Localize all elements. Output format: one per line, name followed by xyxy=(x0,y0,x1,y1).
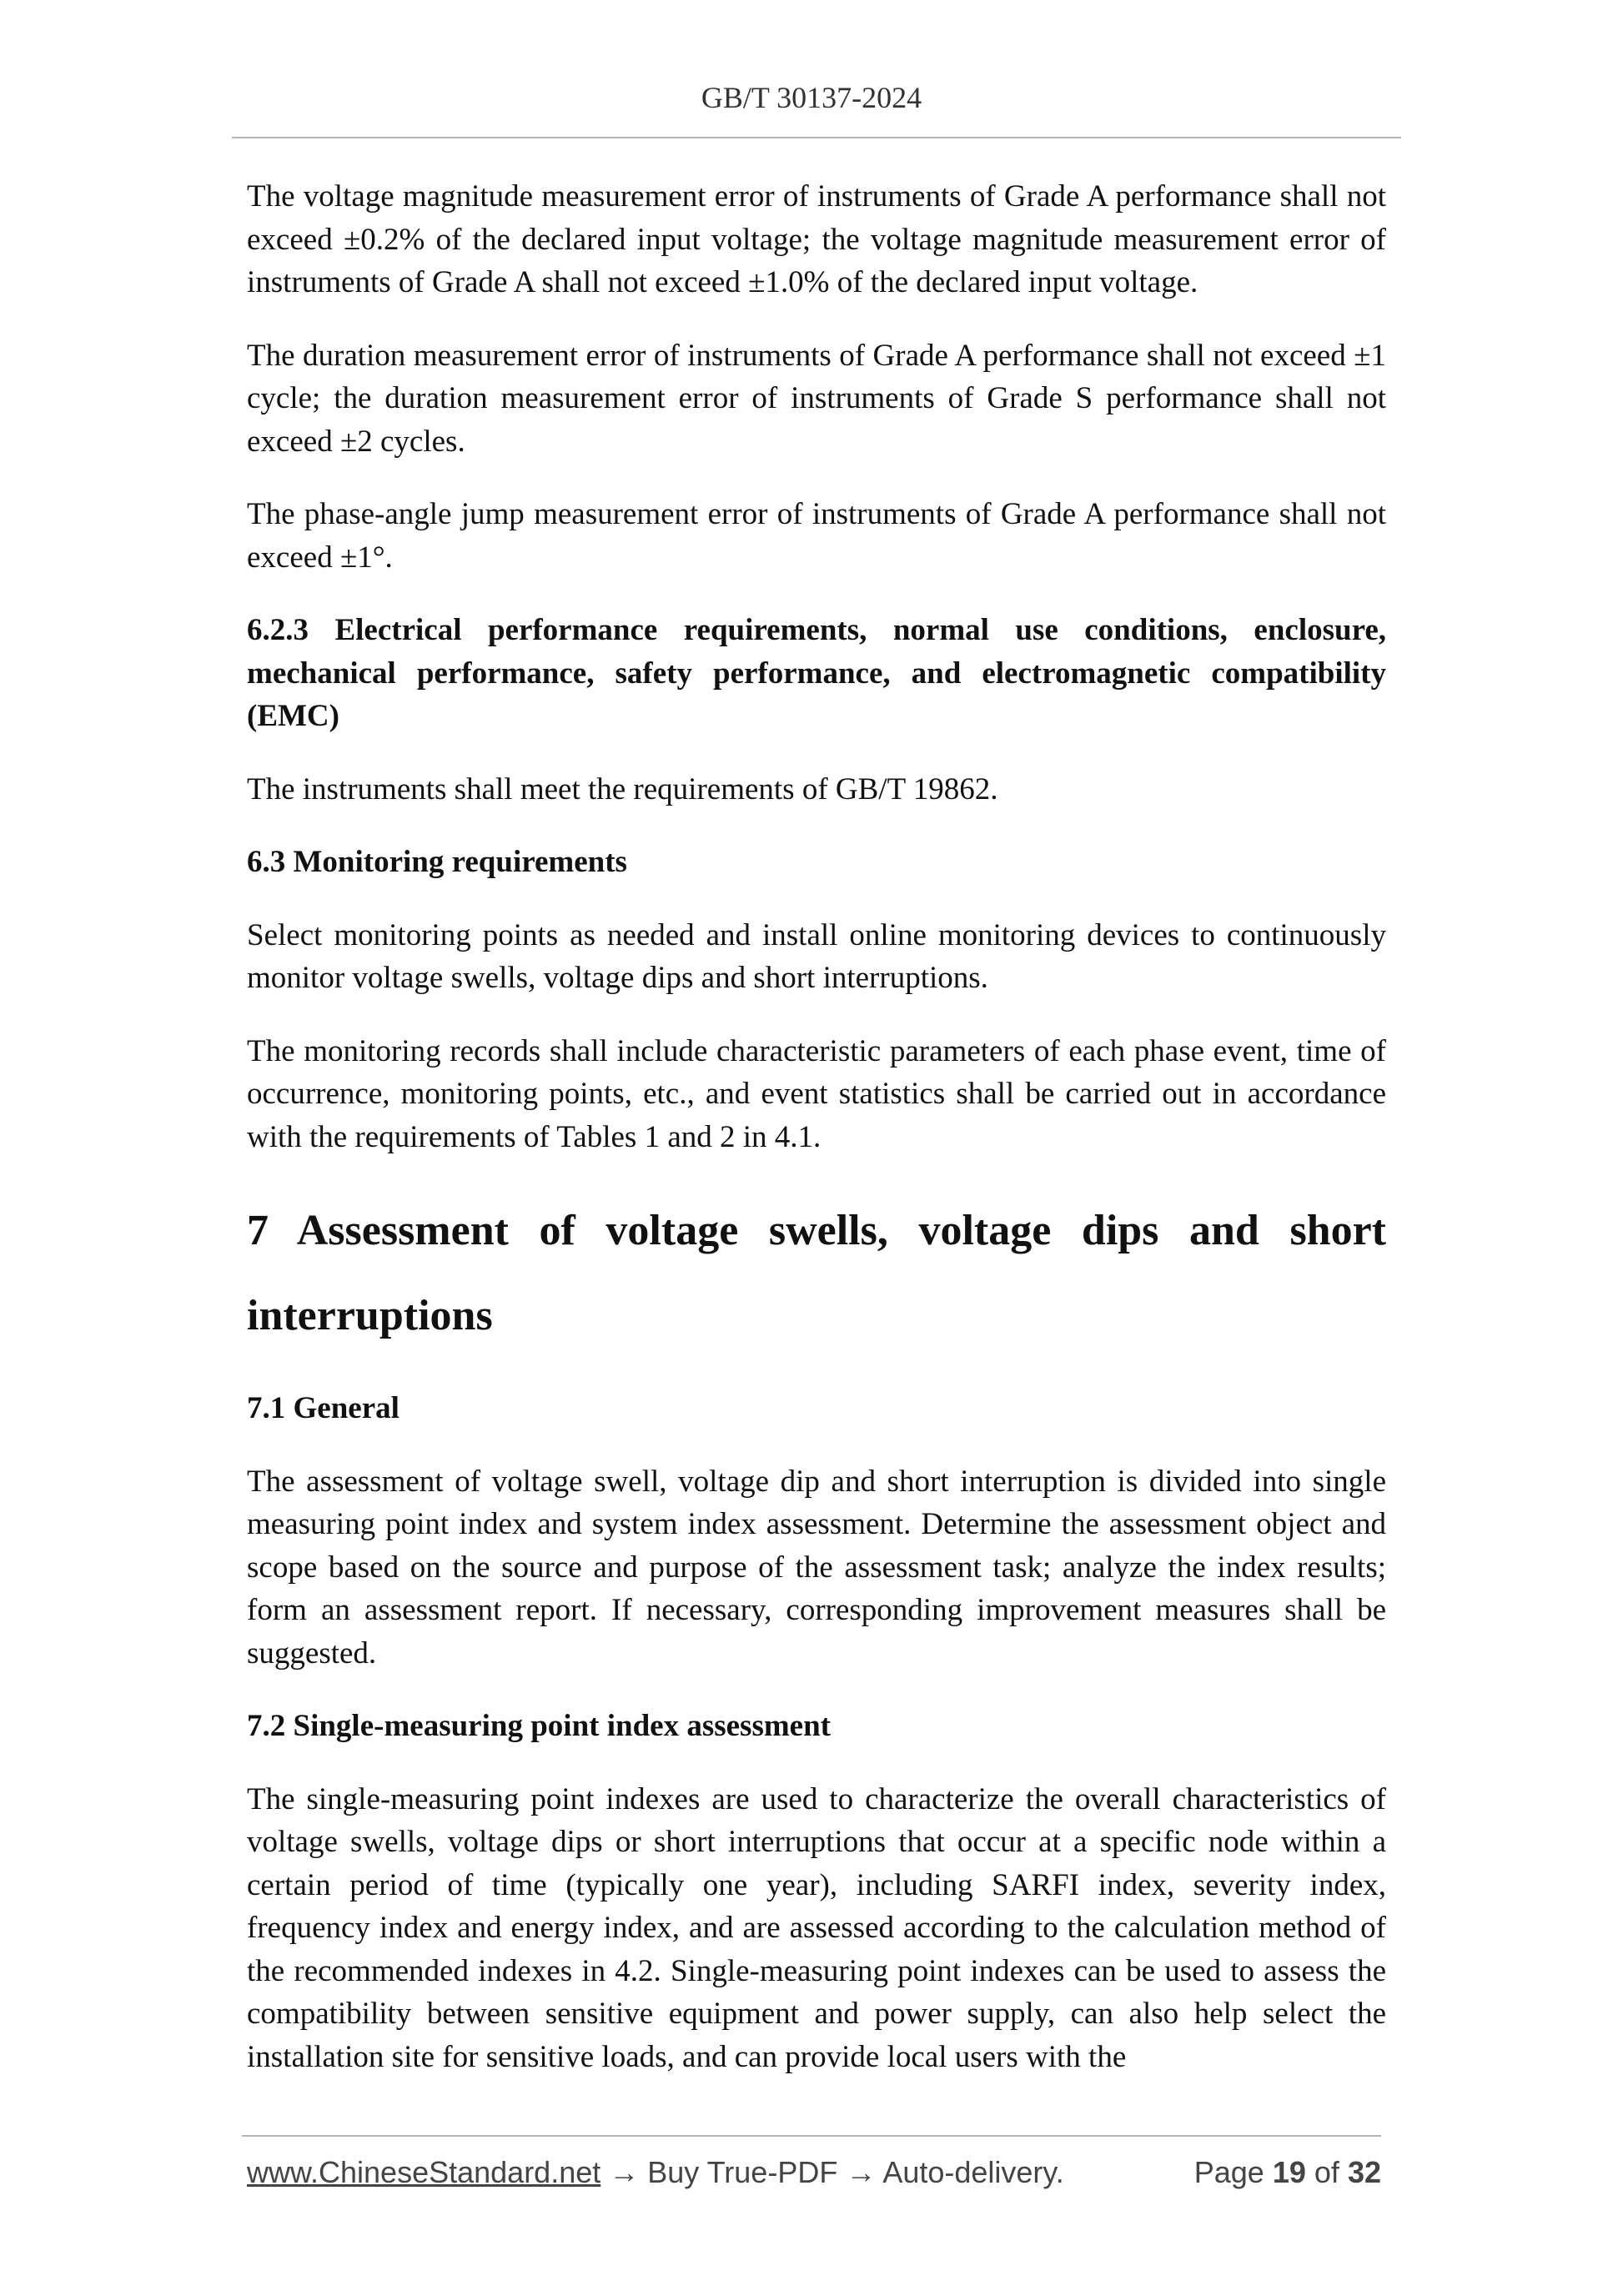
heading-7-1: 7.1 General xyxy=(247,1391,399,1425)
header-divider xyxy=(232,137,1401,138)
footer-divider xyxy=(242,2135,1381,2137)
page-number: 19 xyxy=(1272,2155,1306,2189)
heading-7-2: 7.2 Single-measuring point index assessment xyxy=(247,1709,831,1743)
heading-7: 7 Assessment of voltage swells, voltage dips and short interruptions xyxy=(247,1207,1386,1339)
heading-6-2-3: 6.2.3 Electrical performance requirements, normal use conditions, enclosure, mechanical performance, safety performance, and electromagnetic compatibility (EMC) xyxy=(247,613,1386,733)
page-header-doc-number: GB/T 30137-2024 xyxy=(701,81,922,114)
paragraph-monitoring-points: Select monitoring points as needed and install online monitoring devices to continuously monitor voltage swells, voltage dips and short interruptions. xyxy=(247,917,1386,995)
footer-tagline: → Buy True-PDF → Auto-delivery. xyxy=(600,2155,1064,2189)
paragraph-voltage-magnitude-error: The voltage magnitude measurement error of instruments of Grade A performance shall not exceed ±0.2% of the declared input voltage; the voltage magnitude measurement error of instruments of Grade A shall not exceed ±1.0% of the declared input voltage. xyxy=(247,179,1386,299)
paragraph-duration-error: The duration measurement error of instruments of Grade A performance shall not exceed ±1 cycle; the duration measurement error of instruments of Grade S performance shall not exceed ±2 cycles. xyxy=(247,338,1386,459)
paragraph-single-point-indexes: The single-measuring point indexes are used to characterize the overall characteristics of voltage swells, voltage dips or short interruptions that occur at a specific node within a certain period of time (typically one year), including SARFI index, severity index, frequency index and energy index, and are assessed according to the calculation method of the recommended indexes in 4.2. Single-measuring point indexes can be used to assess the compatibility between sensitive equipment and power supply, can also help select the installation site for sensitive loads, and can provide local users with the xyxy=(247,1781,1386,2074)
page-indicator xyxy=(1194,2155,1381,2190)
paragraph-gbt-19862: The instruments shall meet the requirements of GB/T 19862. xyxy=(247,771,998,806)
of-label: of xyxy=(1314,2155,1339,2189)
page-footer xyxy=(247,2155,1381,2190)
document-body xyxy=(247,175,1386,2108)
paragraph-assessment-general: The assessment of voltage swell, voltage dip and short interruption is divided into single measuring point index and system index assessment. Determine the assessment object and scope based on the source and purpose of the assessment task; analyze the index results; form an assessment report. If necessary, corresponding improvement measures shall be suggested. xyxy=(247,1464,1386,1671)
total-pages: 32 xyxy=(1347,2155,1381,2189)
paragraph-phase-angle-error: The phase-angle jump measurement error of instruments of Grade A performance shall not exceed ±1°. xyxy=(247,497,1386,575)
heading-6-3: 6.3 Monitoring requirements xyxy=(247,845,627,879)
paragraph-monitoring-records: The monitoring records shall include characteristic parameters of each phase event, time of occurrence, monitoring points, etc., and event statistics shall be carried out in accordance with the requirements of Tables 1 and 2 in 4.1. xyxy=(247,1033,1386,1154)
website-link[interactable]: www.ChineseStandard.net xyxy=(247,2155,601,2189)
footer-promo xyxy=(247,2155,1064,2190)
page-label: Page xyxy=(1193,2155,1264,2189)
